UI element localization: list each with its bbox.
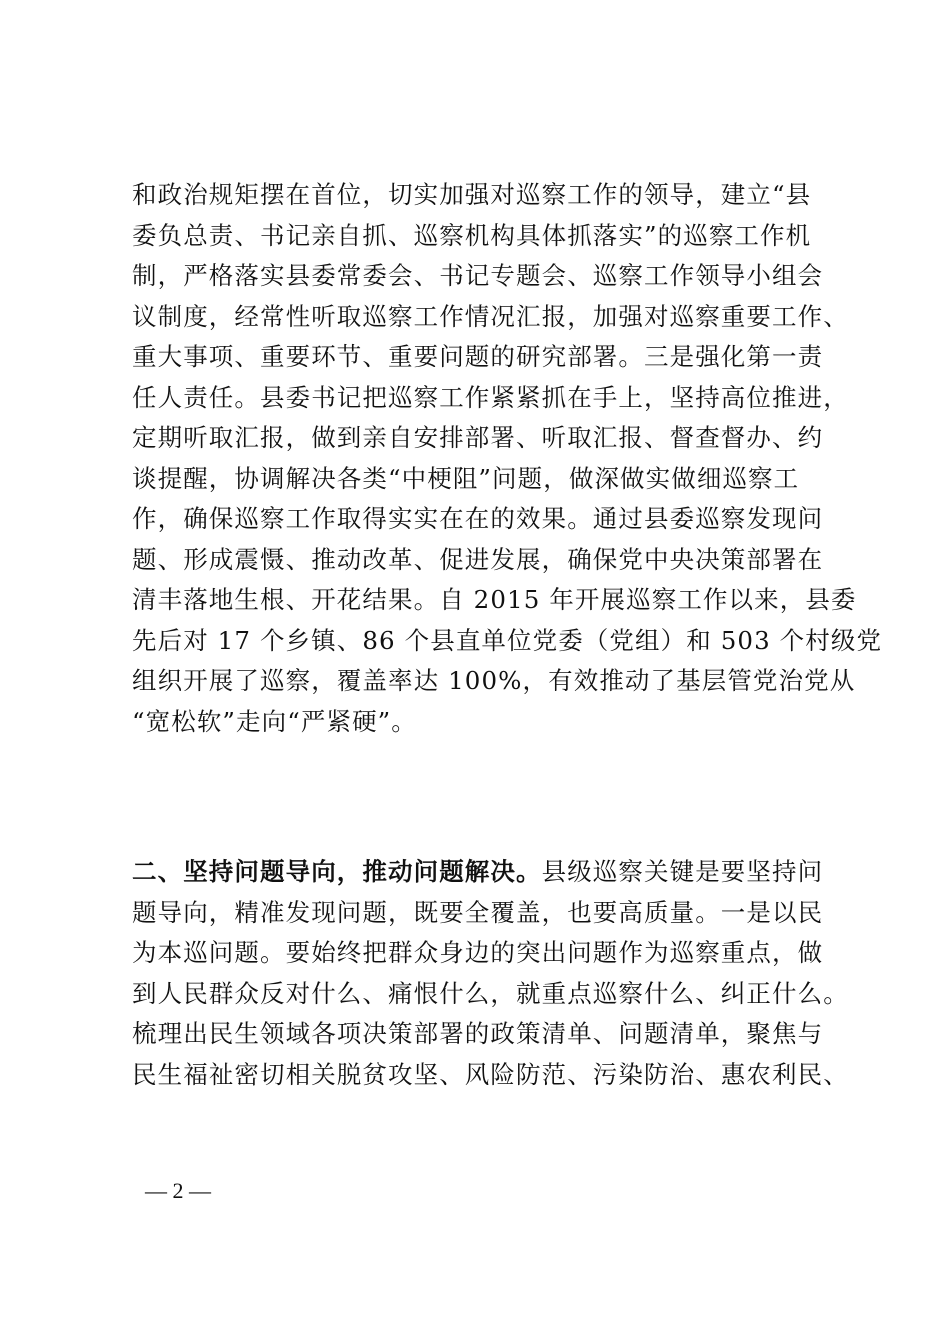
text-line: 题导向，精准发现问题，既要全覆盖，也要高质量。一是以民 [132, 897, 824, 927]
text-line: 定期听取汇报，做到亲自安排部署、听取汇报、督查督办、约 [132, 423, 824, 452]
paragraph-1 [132, 180, 883, 750]
section-heading: 二、坚持问题导向，推动问题解决。 [132, 857, 542, 886]
text-line: 题、形成震慑、推动改革、促进发展，确保党中央决策部署在 [132, 544, 824, 574]
text-line: 议制度，经常性听取巡察工作情况汇报，加强对巡察重要工作、 [132, 301, 849, 331]
text-line: 谈提醒，协调解决各类“中梗阻”问题，做深做实做细巡察工 [132, 463, 800, 493]
text-line: 组织开展了巡察，覆盖率达 100%，有效推动了基层管党治党从 [132, 666, 856, 695]
heading-line-text: 县级巡察关键是要坚持问 [541, 857, 824, 886]
text-line: 为本巡问题。要始终把群众身边的突出问题作为巡察重点，做 [132, 938, 824, 967]
text-line: 制，严格落实县委常委会、书记专题会、巡察工作领导小组会 [132, 261, 824, 290]
text-line: 重大事项、重要环节、重要问题的研究部署。三是强化第一责 [132, 342, 824, 371]
paragraph-2 [132, 857, 852, 1103]
text-line: 和政治规矩摆在首位，切实加强对巡察工作的领导，建立“县 [132, 180, 812, 209]
text-line: 委负总责、书记亲自抓、巡察机构具体抓落实”的巡察工作机 [132, 220, 812, 250]
text-line: “宽松软”走向“严紧硬”。 [132, 706, 417, 736]
text-line [132, 857, 852, 901]
text-line: 清丰落地生根、开花结果。自 2015 年开展巡察工作以来，县委 [132, 585, 857, 614]
text-line: 先后对 17 个乡镇、86 个县直单位党委（党组）和 503 个村级党 [132, 625, 883, 655]
text-line: 作，确保巡察工作取得实实在在的效果。通过县委巡察发现问 [132, 504, 824, 533]
text-line: 到人民群众反对什么、痛恨什么，就重点巡察什么、纠正什么。 [132, 978, 849, 1008]
text-line: 民生福祉密切相关脱贫攻坚、风险防范、污染防治、惠农利民、 [132, 1059, 849, 1089]
text-line: 梳理出民生领域各项决策部署的政策清单、问题清单，聚焦与 [132, 1019, 824, 1048]
page-number: — 2 — [145, 1178, 211, 1203]
text-line: 任人责任。县委书记把巡察工作紧紧抓在手上，坚持高位推进， [132, 382, 849, 412]
